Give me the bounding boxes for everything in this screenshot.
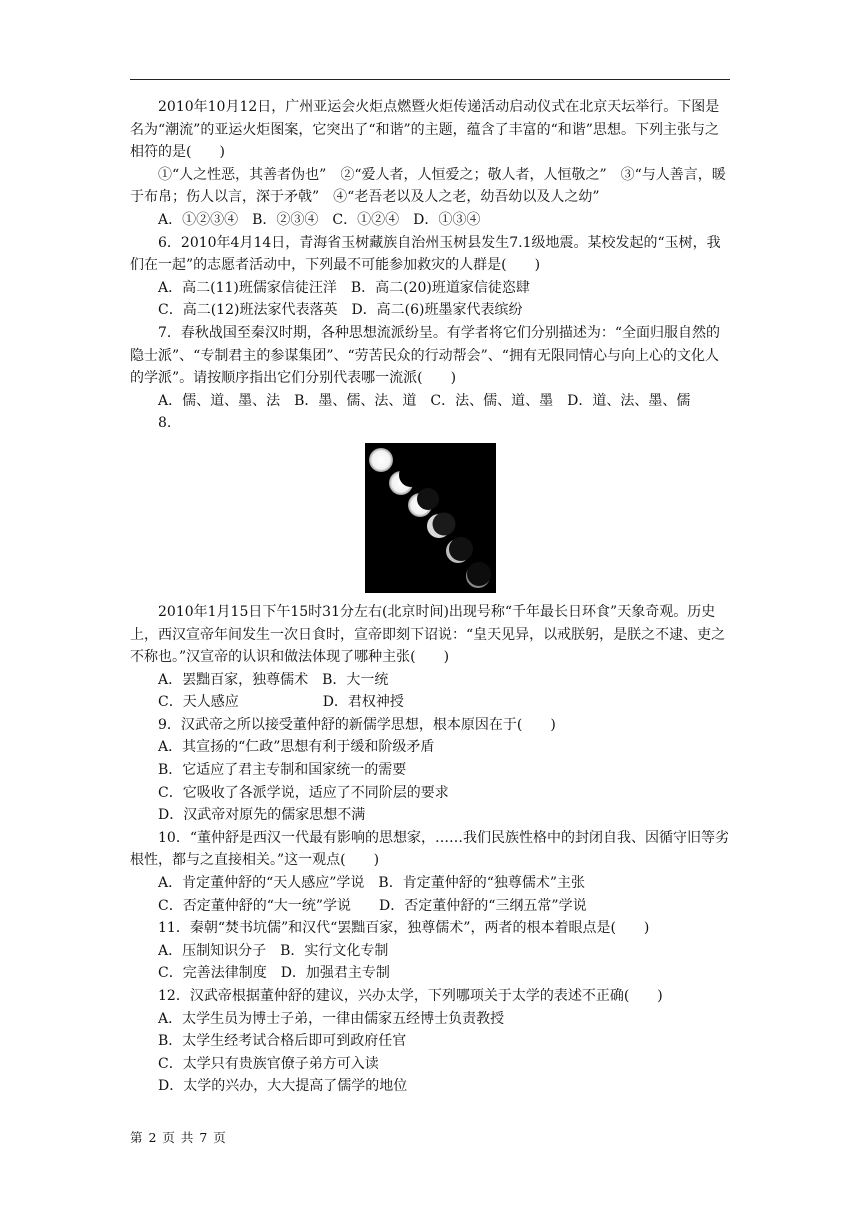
q7-options: A．儒、道、墨、法 B．墨、儒、法、道 C．法、儒、道、墨 D．道、法、墨、儒 [158,392,691,409]
q5-stem: 2010年10月12日，广州亚运会火炬点燃暨火炬传递活动启动仪式在北京天坛举行。下图是名为“潮流”的亚运火炬图案，它突出了“和谐”的主题，蕴含了丰富的“和谐”思想。下列主张与之相符的是( ) [130,99,720,161]
q6-options-2: C．高二(12)班法家代表落英 D．高二(6)班墨家代表缤纷 [158,302,523,319]
q9-option-b: B．它适应了君主专制和国家统一的需要 [158,762,407,779]
q12-stem: 12．汉武帝根据董仲舒的建议，兴办太学，下列哪项关于太学的表述不正确( ) [158,988,663,1004]
q5-items: ①“人之性恶，其善者伪也” ②“爱人者，人恒爱之；敬人者，人恒敬之” ③“与人善言，暖于布帛；伤人以言，深于矛戟” ④“老吾老以及人之老，幼吾幼以及人之幼” [130,166,726,206]
q10-options-2: C．否定董仲舒的“大一统”学说 D．否定董仲舒的“三纲五常”学说 [158,897,587,914]
q11-options-1: A．压制知识分子 B．实行文化专制 [158,942,389,959]
q11-stem: 11．秦朝“焚书坑儒”和汉代“罢黜百家，独尊儒术”，两者的根本着眼点是( ) [158,920,650,937]
q8-stem: 2010年1月15日下午15时31分左右(北京时间)出现号称“千年最长日环食”天象奇观。历史上，西汉宣帝年间发生一次日食时，宣帝即刻下诏说：“皇天见异，以戒朕躬，是朕之不逮、吏之不称也。”汉宣帝的认识和做法体现了哪种主张( ) [130,603,726,666]
q10-stem: 10．“董仲舒是西汉一代最有影响的思想家，……我们民族性格中的封闭自我、因循守旧等劣根性，都与之直接相关。”这一观点( ) [130,829,729,869]
q10-options-1: A．肯定董仲舒的“天人感应”学说 B．肯定董仲舒的“独尊儒术”主张 [158,875,586,892]
q9-option-c: C．它吸收了各派学说，适应了不同阶层的要求 [158,784,449,801]
q12-option-b: B．太学生经考试合格后即可到政府任官 [158,1033,407,1050]
solar-eclipse-image [365,443,496,593]
header-rule [130,79,730,80]
q7-stem: 7．春秋战国至秦汉时期，各种思想流派纷呈。有学者将它们分别描述为：“全面归服自然的隐士派”、“专制君主的参谋集团”、“劳苦民众的行动帮会”、“拥有无限同情心与向上心的文化人的学派”。请按顺序指出它们分别代表哪一流派( ) [130,324,721,387]
q9-option-d: D．汉武帝对原先的儒家思想不满 [158,807,366,824]
q9-stem: 9．汉武帝之所以接受董仲舒的新儒学思想，根本原因在于( ) [158,716,556,733]
eclipse-figure [130,443,730,593]
q12-option-a: A．太学生员为博士子弟，一律由儒家五经博士负责教授 [158,1010,505,1027]
q8-number: 8. [158,415,172,432]
q12-option-c: C．太学只有贵族官僚子弟方可入读 [158,1055,379,1072]
eclipse-phase-1 [369,448,393,472]
q8-options-2: C．天人感应 D．君权神授 [158,694,404,711]
q9-option-a: A．其宣扬的“仁政”思想有利于缓和阶级矛盾 [158,739,435,756]
q12-option-d: D．太学的兴办，大大提高了儒学的地位 [158,1078,408,1095]
q8-options-1: A．罢黜百家，独尊儒术 B．大一统 [158,671,389,688]
page-content [130,96,730,1098]
q11-options-2: C．完善法律制度 D．加强君主专制 [158,965,390,982]
q6-options-1: A．高二(11)班儒家信徒汪洋 B．高二(20)班道家信徒恣肆 [158,279,530,296]
q5-options: A．①②③④ B．②③④ C．①②④ D．①③④ [158,211,481,228]
page-footer: 第 2 页 共 7 页 [130,1130,227,1145]
q6-stem: 6．2010年4月14日，青海省玉树藏族自治州玉树县发生7.1级地震。某校发起的“玉树，我们在一起”的志愿者活动中，下列最不可能参加救灾的人群是( ) [130,234,721,274]
